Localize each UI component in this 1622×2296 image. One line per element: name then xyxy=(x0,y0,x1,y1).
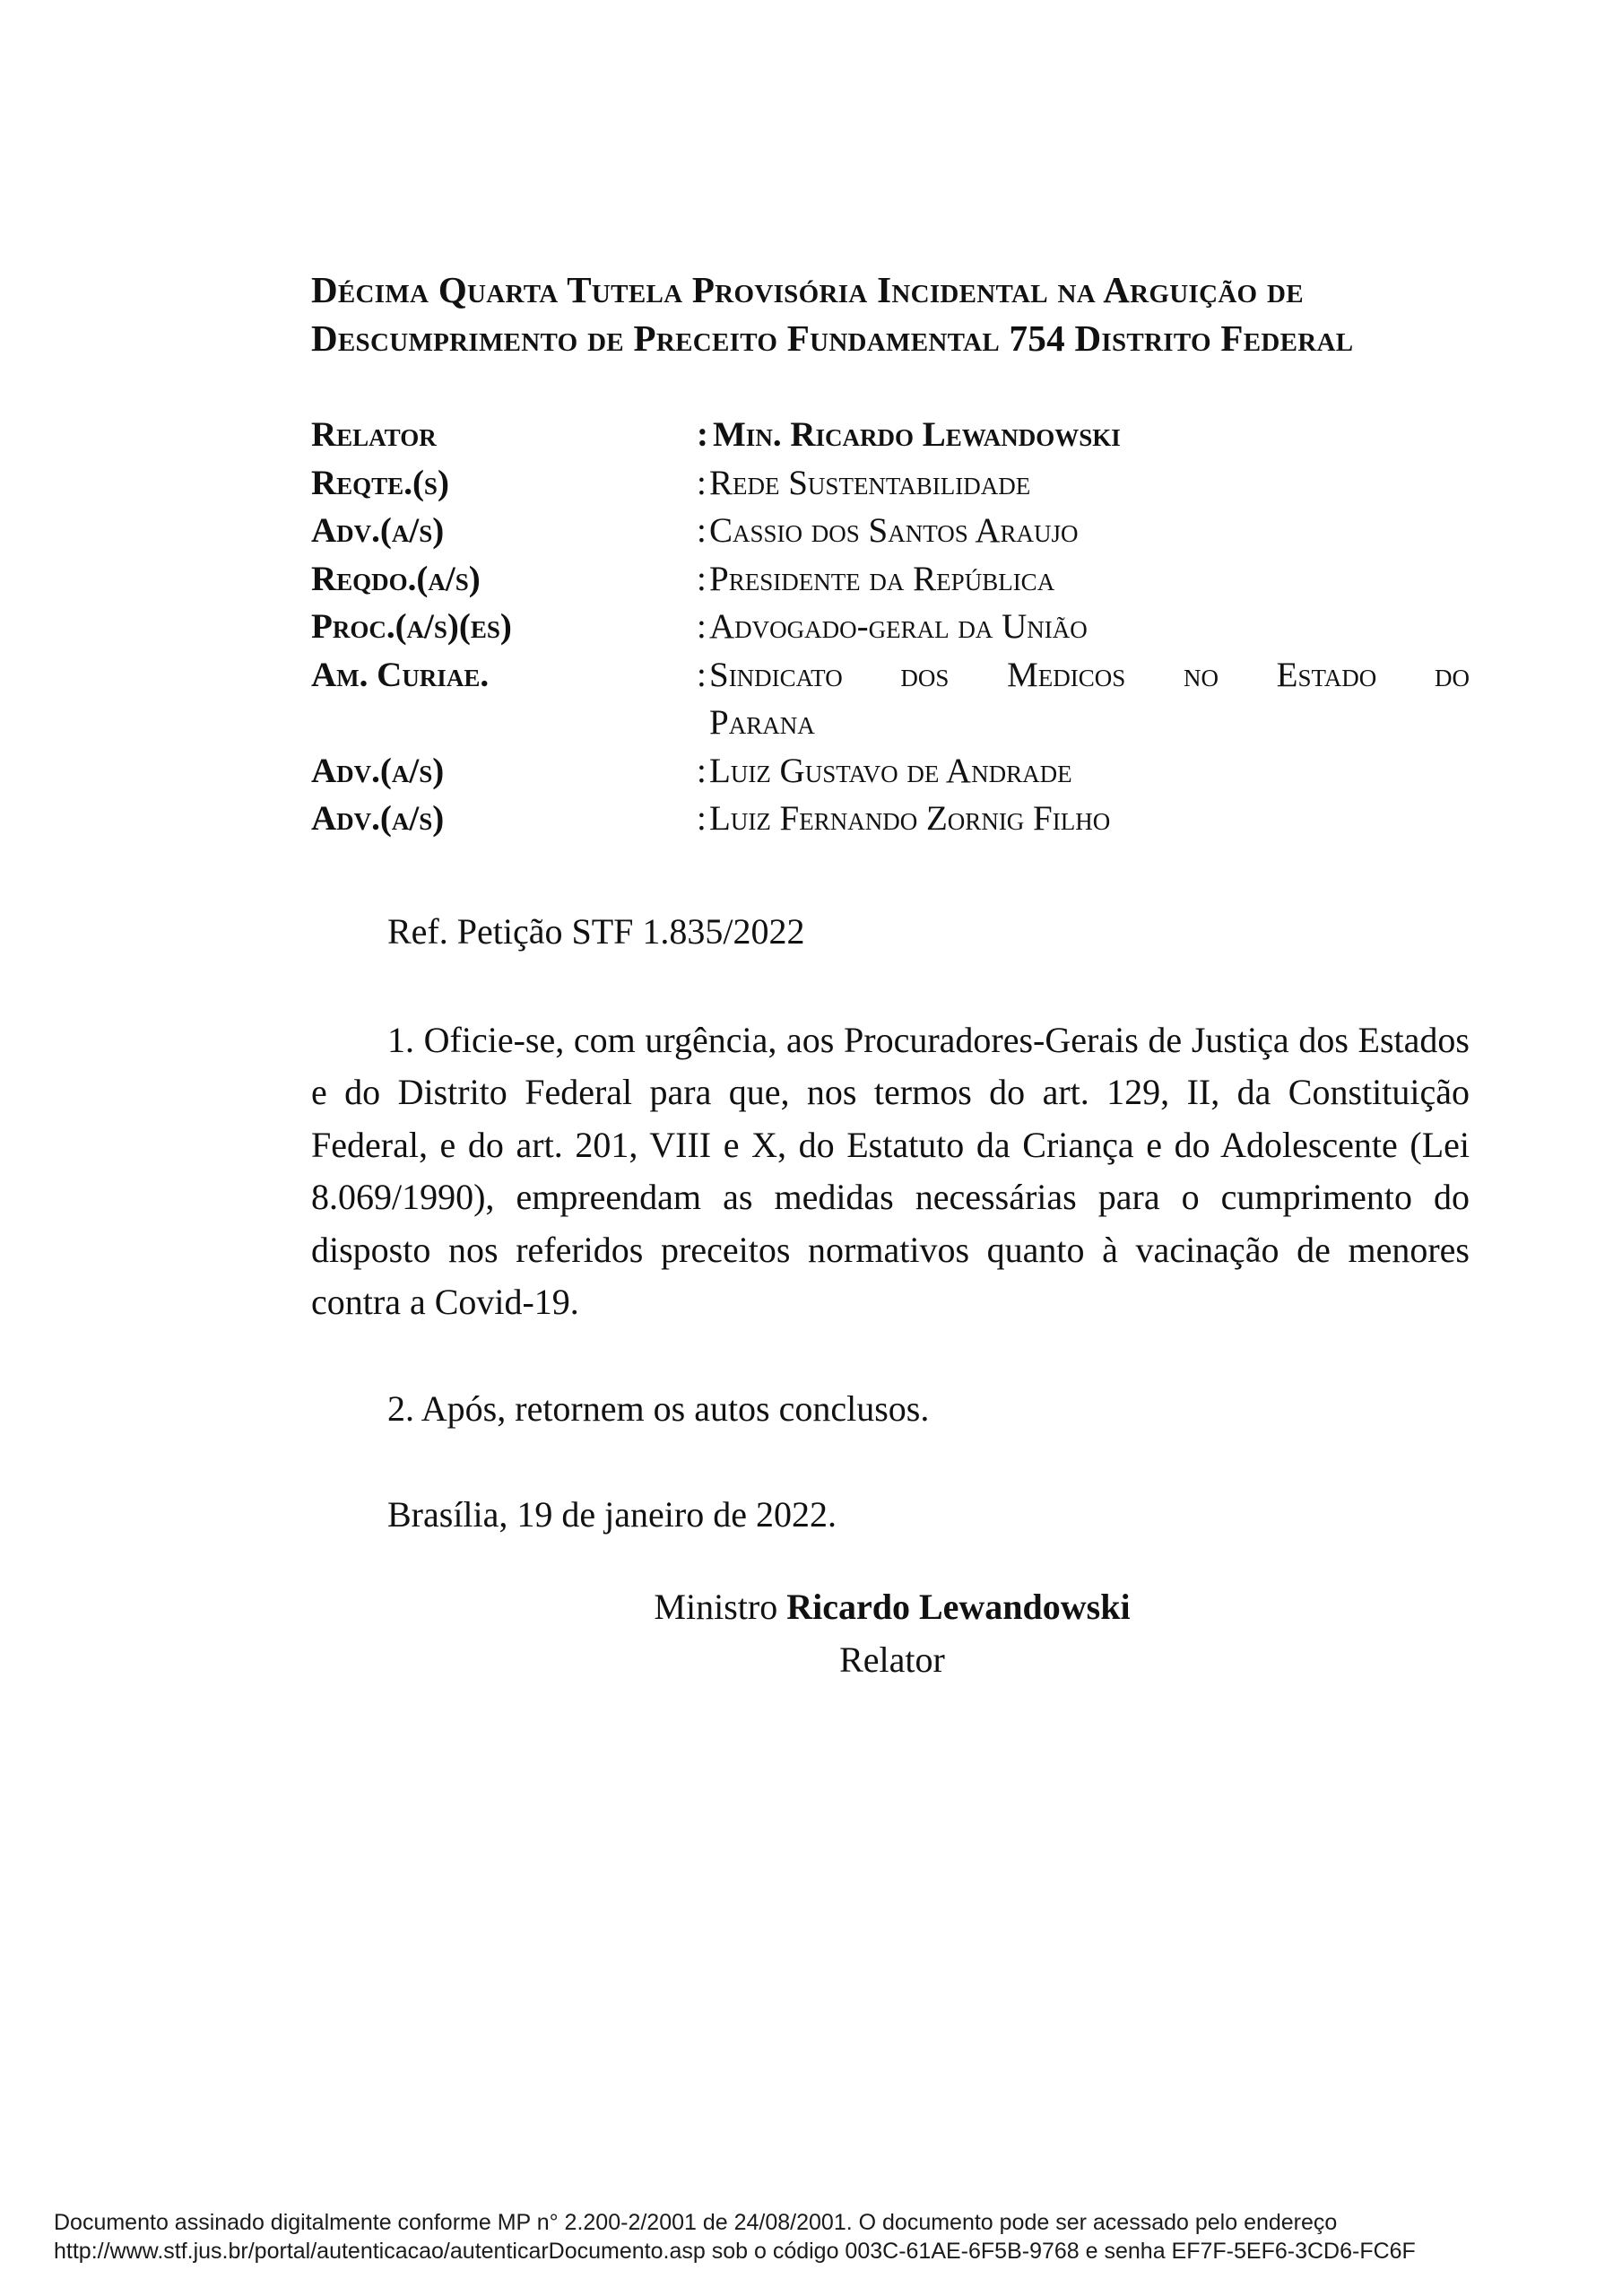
paragraph-2: 2. Após, retornem os autos conclusos. xyxy=(387,1387,930,1429)
petition-reference: Ref. Petição STF 1.835/2022 xyxy=(387,911,805,952)
footer-line-1: Documento assinado digitalmente conforme MP n° 2.200-2/2001 de 24/08/2001. O documento pode ser acessado pelo endereço xyxy=(54,2210,1338,2235)
party-row-relator xyxy=(311,411,1470,459)
party-row-advogado xyxy=(311,795,1470,843)
document-title xyxy=(311,265,1470,362)
party-role: Am. Curiae. xyxy=(311,655,490,694)
party-name: Advogado-geral da União xyxy=(709,607,1088,646)
signature-line xyxy=(502,1580,1282,1633)
signature-title: Relator xyxy=(839,1639,945,1680)
place-date: Brasília, 19 de janeiro de 2022. xyxy=(387,1494,837,1535)
party-name: Luiz Fernando Zornig Filho xyxy=(709,799,1111,838)
party-row-requerente xyxy=(311,459,1470,508)
party-role: Adv.(a/s) xyxy=(311,511,445,550)
party-role: Relator xyxy=(311,415,437,454)
document-body xyxy=(311,906,1470,1596)
party-colon: : xyxy=(697,415,708,454)
digital-signature-footer xyxy=(54,2208,1416,2266)
party-colon: : xyxy=(697,511,707,550)
party-name: Luiz Gustavo de Andrade xyxy=(709,751,1072,790)
party-name: Sindicato dos Medicos no Estado do Parana xyxy=(709,655,1470,742)
party-role: Proc.(a/s)(es) xyxy=(311,607,512,646)
footer-line-2: http://www.stf.jus.br/portal/autenticacao/autenticarDocumento.asp sob o código 003C-61AE-6F5B-9768 e senha EF7F-5EF6-3CD6-FC6F xyxy=(54,2239,1416,2264)
party-colon: : xyxy=(697,607,707,646)
party-row-advogado xyxy=(311,747,1470,796)
signature-prefix: Ministro xyxy=(654,1587,778,1627)
party-name: Presidente da República xyxy=(709,559,1055,598)
party-role: Reqdo.(a/s) xyxy=(311,559,481,598)
parties-table xyxy=(311,411,1470,843)
party-row-requerido xyxy=(311,555,1470,604)
signature-block xyxy=(502,1580,1282,1686)
party-role: Reqte.(s) xyxy=(311,463,449,502)
party-colon: : xyxy=(697,559,707,598)
party-name: Rede Sustentabilidade xyxy=(709,463,1031,502)
title-line-1: Décima Quarta Tutela Provisória Incidental na Arguição de xyxy=(311,269,1304,310)
party-name: Cassio dos Santos Araujo xyxy=(709,511,1079,550)
party-colon: : xyxy=(697,751,707,790)
party-row-advogado xyxy=(311,507,1470,555)
party-colon: : xyxy=(697,799,707,838)
party-colon: : xyxy=(697,463,707,502)
party-row-amicus-curiae xyxy=(311,651,1470,747)
signature-name: Ricardo Lewandowski xyxy=(786,1587,1131,1627)
title-line-2: Descumprimento de Preceito Fundamental 754 Distrito Federal xyxy=(311,317,1354,359)
party-role: Adv.(a/s) xyxy=(311,799,445,838)
party-role: Adv.(a/s) xyxy=(311,751,445,790)
party-name: Min. Ricardo Lewandowski xyxy=(713,415,1121,454)
party-row-procurador xyxy=(311,603,1470,651)
paragraph-1: 1. Oficie-se, com urgência, aos Procuradores-Gerais de Justiça dos Estados e do Distrito Federal para que, nos termos do art. 129, II, da Constituição Federal, e do art. 201, VIII e X, do Estatuto da Criança e do Adolescente (Lei 8.069/1990), empreendam as medidas necessárias para o cumprimento do disposto nos referidos preceitos normativos quanto à vacinação de menores contra a Covid-19. xyxy=(311,1019,1470,1322)
party-colon: : xyxy=(697,655,707,694)
